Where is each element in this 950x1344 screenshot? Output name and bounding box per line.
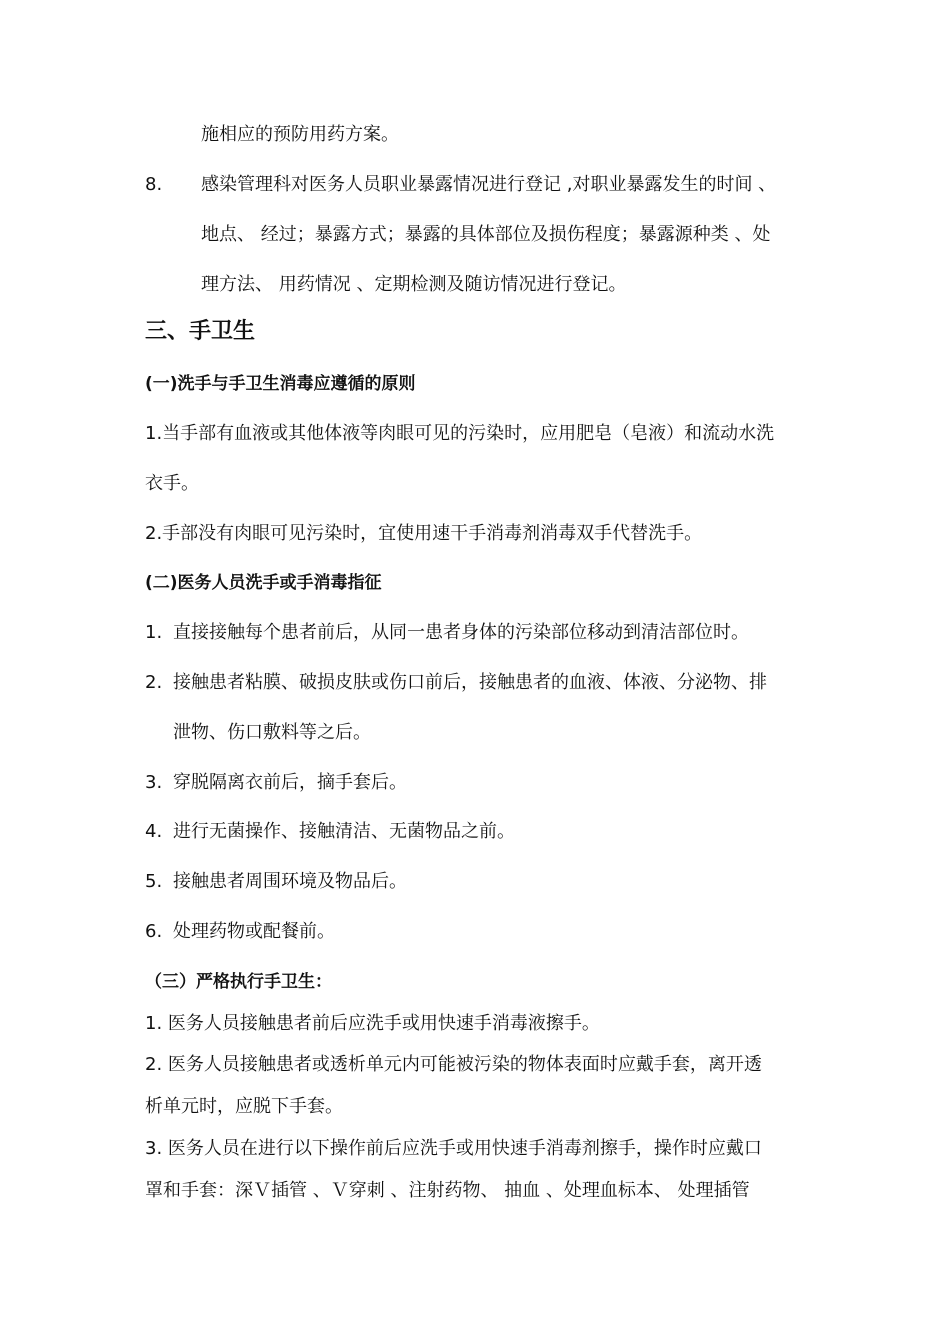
list-item-text-continued: 泄物、伤口敷料等之后。	[173, 722, 371, 743]
sub-3-title: （三）严格执行手卫生：	[145, 972, 332, 992]
item-8-line-3: 理方法、 用药情况 、定期检测及随访情况进行登记。	[201, 274, 627, 295]
list-item-number: 4.	[145, 821, 163, 842]
sub-1-para-2: 2.手部没有肉眼可见污染时，宜使用速干手消毒剂消毒双手代替洗手。	[145, 523, 703, 544]
item-8-number: 8.	[145, 174, 163, 195]
sub-3-para-2-line-2: 析单元时，应脱下手套。	[145, 1096, 343, 1117]
sub-3-para-1: 1. 医务人员接触患者前后应洗手或用快速手消毒液擦手。	[145, 1013, 600, 1034]
list-item-text: 进行无菌操作、接触清洁、无菌物品之前。	[173, 821, 515, 842]
list-item-number: 1.	[145, 622, 163, 643]
list-item-text: 处理药物或配餐前。	[173, 921, 335, 942]
list-item-text: 穿脱隔离衣前后，摘手套后。	[173, 772, 407, 793]
list-item-number: 6.	[145, 921, 163, 942]
sub-1-title: (一)洗手与手卫生消毒应遵循的原则	[145, 374, 416, 394]
section-3-title: 三、手卫生	[145, 319, 256, 344]
sub-2-title: (二)医务人员洗手或手消毒指征	[145, 573, 382, 593]
list-item-text: 接触患者粘膜、破损皮肤或伤口前后，接触患者的血液、体液、分泌物、排	[173, 672, 767, 693]
list-item-number: 5.	[145, 871, 163, 892]
sub-3-para-3-line-2: 罩和手套：深Ｖ插管 、Ｖ穿刺 、注射药物、 抽血 、处理血标本、 处理插管	[145, 1180, 750, 1201]
list-item-text: 接触患者周围环境及物品后。	[173, 871, 407, 892]
item-8-line-1: 感染管理科对医务人员职业暴露情况进行登记 ,对职业暴露发生的时间 、	[201, 174, 777, 195]
list-item-number: 2.	[145, 672, 163, 693]
list-item-text: 直接接触每个患者前后，从同一患者身体的污染部位移动到清洁部位时。	[173, 622, 749, 643]
sub-1-para-1-line-1: 1.当手部有血液或其他体液等肉眼可见的污染时，应用肥皂（皂液）和流动水洗	[145, 423, 775, 444]
sub-3-para-3-line-1: 3. 医务人员在进行以下操作前后应洗手或用快速手消毒剂擦手，操作时应戴口	[145, 1138, 762, 1159]
list-item-number: 3.	[145, 772, 163, 793]
sub-1-para-1-line-2: 衣手。	[145, 473, 199, 494]
sub-3-para-2-line-1: 2. 医务人员接触患者或透析单元内可能被污染的物体表面时应戴手套，离开透	[145, 1054, 762, 1075]
item-8-line-2: 地点、 经过；暴露方式；暴露的具体部位及损伤程度；暴露源种类 、处	[201, 224, 771, 245]
continuation-text: 施相应的预防用药方案。	[201, 124, 399, 145]
